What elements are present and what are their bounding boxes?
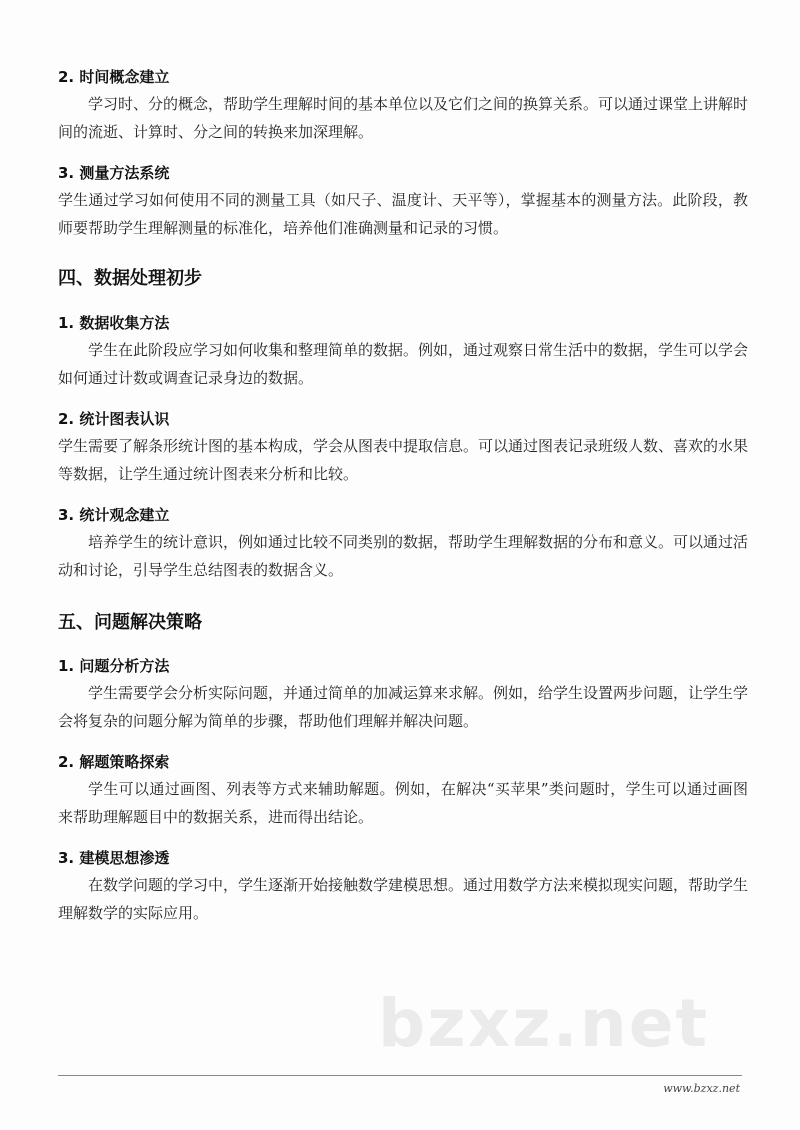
chapter-heading: 五、问题解决策略 bbox=[58, 612, 202, 633]
watermark: bzxz.net bbox=[378, 985, 710, 1062]
section-heading: 1. 数据收集方法 bbox=[58, 314, 170, 332]
footer-divider bbox=[58, 1075, 742, 1076]
section-paragraph: 学生可以通过画图、列表等方式来辅助解题。例如，在解决“买苹果”类问题时，学生可以通过画图来帮助理解题目中的数据关系，进而得出结论。 bbox=[58, 780, 748, 826]
section-paragraph: 学生在此阶段应学习如何收集和整理简单的数据。例如，通过观察日常生活中的数据，学生可以学会如何通过计数或调查记录身边的数据。 bbox=[58, 341, 749, 387]
footer-url: www.bzxz.net bbox=[663, 1082, 740, 1095]
section-paragraph: 学生需要学会分析实际问题，并通过简单的加减运算来求解。例如，给学生设置两步问题，让学生学会将复杂的问题分解为简单的步骤，帮助他们理解并解决问题。 bbox=[58, 684, 749, 730]
section-heading: 3. 建模思想渗透 bbox=[58, 849, 170, 867]
section-heading: 1. 问题分析方法 bbox=[58, 657, 170, 675]
section-heading: 3. 统计观念建立 bbox=[58, 506, 170, 524]
section-heading: 2. 解题策略探索 bbox=[58, 753, 170, 771]
section-paragraph: 在数学问题的学习中，学生逐渐开始接触数学建模思想。通过用数学方法来模拟现实问题，帮助学生理解数学的实际应用。 bbox=[58, 876, 749, 922]
section-paragraph: 培养学生的统计意识，例如通过比较不同类别的数据，帮助学生理解数据的分布和意义。可以通过活动和讨论，引导学生总结图表的数据含义。 bbox=[58, 533, 749, 579]
section-heading: 2. 时间概念建立 bbox=[58, 68, 170, 86]
section-paragraph: 学生需要了解条形统计图的基本构成，学会从图表中提取信息。可以通过图表记录班级人数、喜欢的水果等数据，让学生通过统计图表来分析和比较。 bbox=[58, 437, 749, 483]
section-paragraph: 学生通过学习如何使用不同的测量工具（如尺子、温度计、天平等），掌握基本的测量方法。此阶段，教师要帮助学生理解测量的标准化，培养他们准确测量和记录的习惯。 bbox=[58, 191, 748, 237]
section-heading: 3. 测量方法系统 bbox=[58, 164, 170, 182]
chapter-heading: 四、数据处理初步 bbox=[58, 268, 202, 289]
section-heading: 2. 统计图表认识 bbox=[58, 410, 170, 428]
section-paragraph: 学习时、分的概念，帮助学生理解时间的基本单位以及它们之间的换算关系。可以通过课堂上讲解时间的流逝、计算时、分之间的转换来加深理解。 bbox=[58, 95, 749, 141]
